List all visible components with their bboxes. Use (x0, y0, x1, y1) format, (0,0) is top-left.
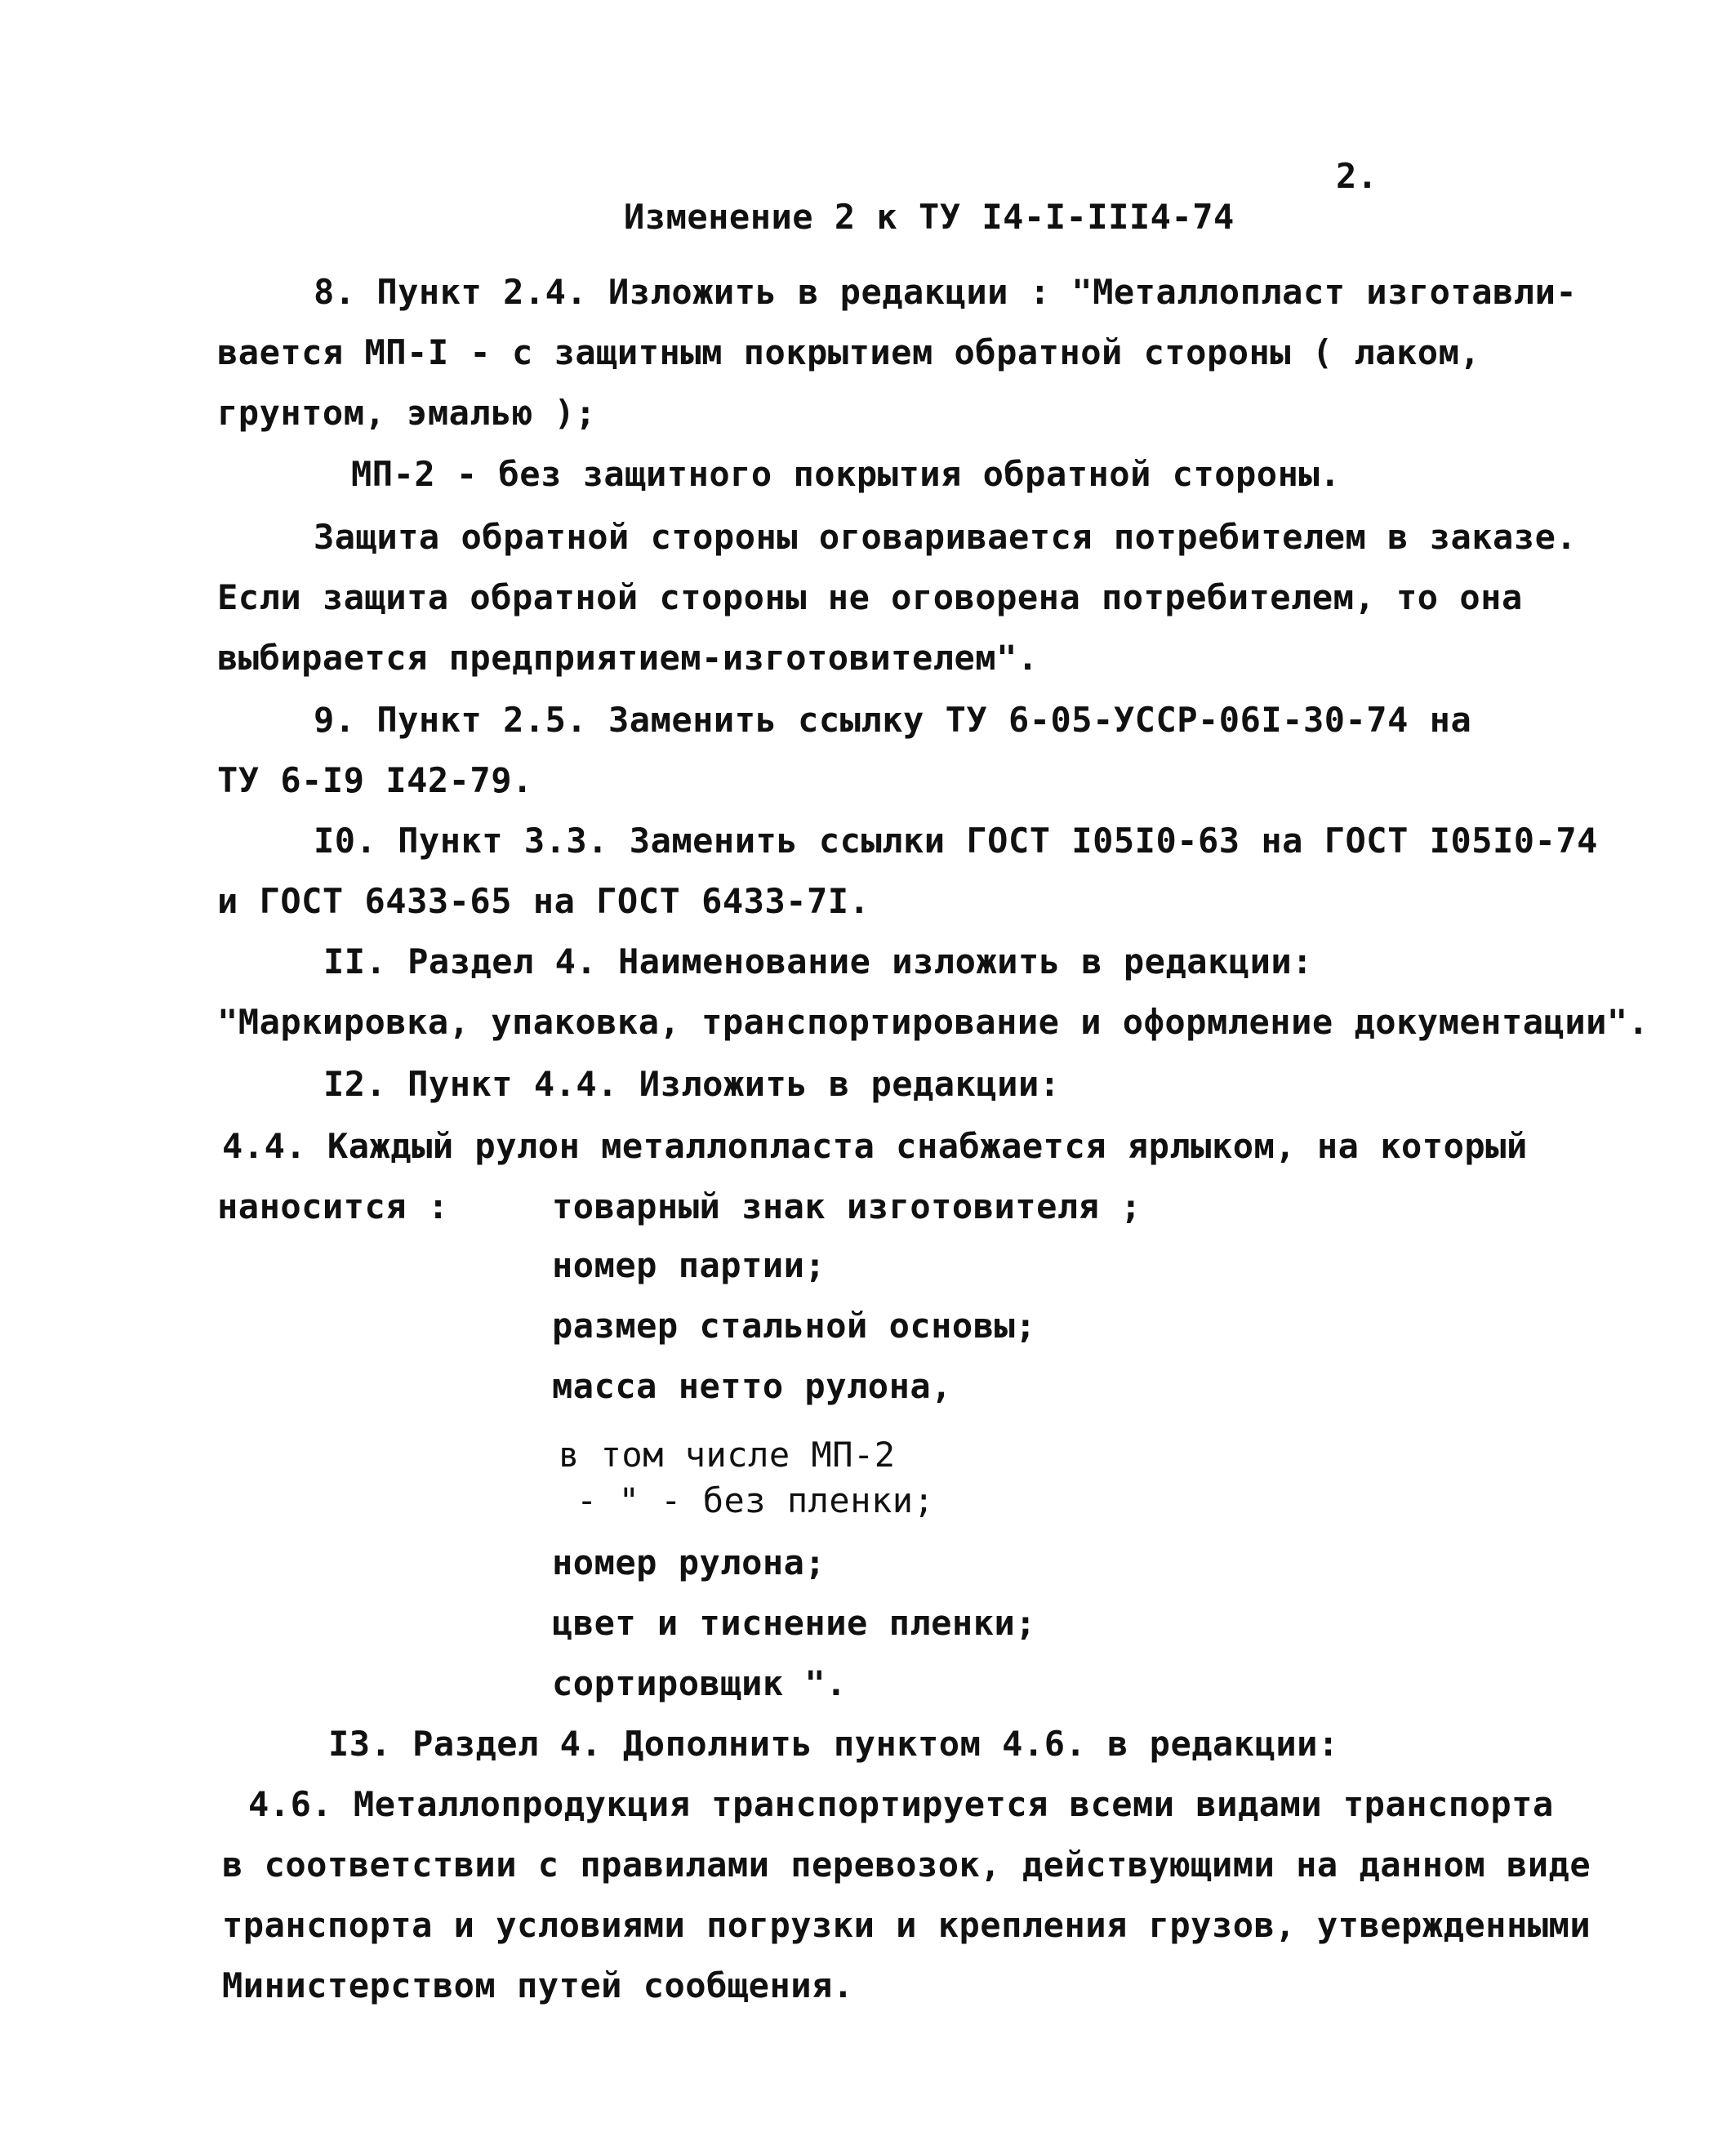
item-10-line-2: и ГОСТ 6433-65 на ГОСТ 6433-7I. (217, 881, 870, 921)
item-11-line-2: "Маркировка, упаковка, транспортирование и оформление документации". (217, 1002, 1649, 1042)
item-13-subpoint-line-4: Министерством путей сообщения. (222, 1965, 854, 2005)
item-8-line-6: Если защита обратной стороны не оговорена потребителем, то она (217, 577, 1523, 617)
item-12-label: наносится : (217, 1186, 449, 1226)
item-8-line-1: 8. Пункт 2.4. Изложить в редакции : "Металлопласт изготавли- (314, 272, 1578, 312)
item-12-line: I2. Пункт 4.4. Изложить в редакции: (323, 1064, 1061, 1104)
item-9-line-2: ТУ 6-I9 I42-79. (217, 760, 533, 800)
page-header: Изменение 2 к ТУ I4-I-III4-74 (624, 197, 1235, 237)
label-list-item: номер партии; (552, 1245, 826, 1285)
item-13-subpoint-line-1: 4.6. Металлопродукция транспортируется всеми видами транспорта (248, 1784, 1554, 1824)
label-list-item: сортировщик ". (552, 1663, 848, 1703)
item-10-line-1: I0. Пункт 3.3. Заменить ссылки ГОСТ I05I0-63 на ГОСТ I05I0-74 (314, 821, 1598, 861)
item-9-line-1: 9. Пункт 2.5. Заменить ссылку ТУ 6-05-УССР-06I-30-74 на (314, 700, 1472, 740)
label-list-item: товарный знак изготовителя ; (552, 1186, 1142, 1226)
item-13-line: I3. Раздел 4. Дополнить пунктом 4.6. в редакции: (328, 1724, 1339, 1764)
item-11-line-1: II. Раздел 4. Наименование изложить в редакции: (323, 941, 1313, 981)
item-8-line-3: грунтом, эмалью ); (217, 393, 597, 433)
label-list-item: масса нетто рулона, (552, 1366, 952, 1406)
item-8-line-2: вается МП-I - с защитным покрытием обратной стороны ( лаком, (217, 332, 1481, 372)
item-12-subpoint-4-4: 4.4. Каждый рулон металлопласта снабжается ярлыком, на который (222, 1126, 1528, 1166)
item-13-subpoint-line-2: в соответствии с правилами перевозок, действующими на данном виде (222, 1845, 1591, 1885)
item-8-line-5: Защита обратной стороны оговаривается потребителем в заказе. (314, 517, 1578, 557)
label-list-item: номер рулона; (552, 1542, 826, 1582)
label-list-item: цвет и тиснение пленки; (552, 1603, 1037, 1643)
item-13-subpoint-line-3: транспорта и условиями погрузки и крепления грузов, утвержденными (222, 1905, 1591, 1945)
label-list-item: размер стальной основы; (552, 1306, 1037, 1346)
item-8-line-4: МП-2 - без защитного покрытия обратной стороны. (351, 454, 1341, 494)
label-list-item: в том числе МП-2 (559, 1435, 896, 1475)
item-8-line-7: выбирается предприятием-изготовителем". (217, 638, 1039, 678)
label-list-item: - " - без пленки; (576, 1480, 935, 1520)
page-number: 2. (1336, 156, 1378, 196)
